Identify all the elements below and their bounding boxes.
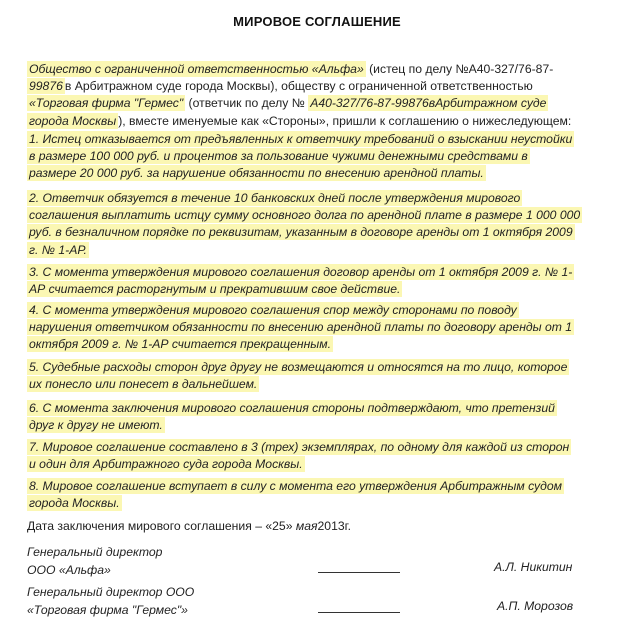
agreement-date <box>27 519 351 533</box>
item-line: друг к другу не имеют. <box>29 418 163 433</box>
item-line: 8. Мировое соглашение вступает в силу с момента его утверждения Арбитражным судом <box>29 479 562 493</box>
case-number-suffix: 99876 <box>29 79 63 94</box>
item-line: их понесло или понесет в дальнейшем. <box>29 377 258 392</box>
signature-line <box>318 612 400 613</box>
agreement-item-7 <box>27 439 602 473</box>
item-line: и один для Арбитражного суда города Москвы. <box>29 457 303 472</box>
agreement-item-8 <box>27 478 602 512</box>
party-plaintiff-name: Общество с ограниченной ответственностью «Альфа» <box>29 62 364 76</box>
item-line: нарушения ответчиком обязанности по внесению арендной платы по договору аренды от 1 <box>29 320 573 335</box>
item-line: соглашения выплатить истцу сумму основного долга по арендной плате в размере 1 000 000 <box>29 208 581 223</box>
intro-line <box>27 95 602 112</box>
signature-company: ООО «Альфа» <box>27 562 111 577</box>
item-line: 3. С момента утверждения мирового соглашения договор аренды от 1 октября 2009 г. № 1- <box>29 265 573 279</box>
signature-label-alpha <box>27 544 162 579</box>
signature-label-germes <box>27 584 194 619</box>
intro-line <box>27 61 602 78</box>
item-line: 1. Истец отказывается от предъявленных к ответчику требований о взыскании неустойки <box>29 132 573 146</box>
date-prefix: Дата заключения мирового соглашения – <box>27 519 266 533</box>
agreement-item-2 <box>27 190 602 259</box>
date-month: мая <box>292 519 318 533</box>
agreement-item-4 <box>27 302 602 354</box>
signature-company: «Торговая фирма "Гермес"» <box>27 602 188 617</box>
court-city: города Москвы <box>29 113 117 128</box>
signatory-name: А.Л. Никитин <box>494 560 573 574</box>
intro-text: (ответчик по делу № <box>185 96 309 111</box>
date-day: «25» <box>265 519 293 533</box>
item-line: руб. в безналичном порядке по реквизитам, указанным в договоре аренды от 1 октября 2009 <box>29 225 573 240</box>
item-line: города Москвы. <box>29 496 120 511</box>
item-line: АР считается расторгнутым и прекратившим свое действие. <box>29 282 401 297</box>
item-line: 5. Судебные расходы сторон друг другу не возмещаются и относятся на то лицо, которое <box>29 360 568 374</box>
item-line: г. № 1-АР. <box>29 242 87 257</box>
item-line: 4. С момента утверждения мирового соглашения спор между сторонами по поводу <box>29 303 517 317</box>
date-year: 2013г. <box>317 519 351 533</box>
intro-text: в Арбитражном суде города Москвы <box>64 79 271 94</box>
item-line: 7. Мировое соглашение составлено в 3 (трех) экземплярах, по одному для каждой из сторон <box>29 440 570 454</box>
agreement-item-1 <box>27 131 602 183</box>
intro-paragraph <box>27 61 602 130</box>
item-line: октября 2009 г. № 1-АР считается прекращенным. <box>29 337 331 352</box>
item-line: размере 20 000 руб. за нарушение обязанности по внесению арендной платы. <box>29 166 484 181</box>
party-defendant-name: «Торговая фирма "Гермес" <box>29 96 184 111</box>
item-line: в размере 100 000 руб. и процентов за пользование чужими денежными средствами в <box>29 149 528 164</box>
intro-line <box>27 78 602 95</box>
intro-text: ), обществу с ограниченной ответственностью <box>270 79 533 94</box>
signatory-name: А.П. Морозов <box>497 599 574 613</box>
signature-position: Генеральный директор <box>27 545 163 559</box>
agreement-item-5 <box>27 359 602 393</box>
intro-text: ), вместе именуемые как «Стороны», пришли к соглашению о нижеследующем: <box>118 113 572 128</box>
item-line: 2. Ответчик обязуется в течение 10 банковских дней после утверждения мирового <box>29 191 521 205</box>
document-title: МИРОВОЕ СОГЛАШЕНИЕ <box>233 14 401 29</box>
agreement-item-6 <box>27 400 602 434</box>
case-number: А40-327/76-87-99876вАрбитражном суде <box>310 96 547 111</box>
intro-text: (истец по делу №А40-327/76-87- <box>365 62 554 76</box>
item-line: 6. С момента заключения мирового соглашения стороны подтверждают, что претензий <box>29 401 555 415</box>
intro-line <box>27 113 602 130</box>
signature-line <box>318 572 400 573</box>
agreement-item-3 <box>27 264 602 298</box>
signature-position: Генеральный директор ООО <box>27 585 195 599</box>
